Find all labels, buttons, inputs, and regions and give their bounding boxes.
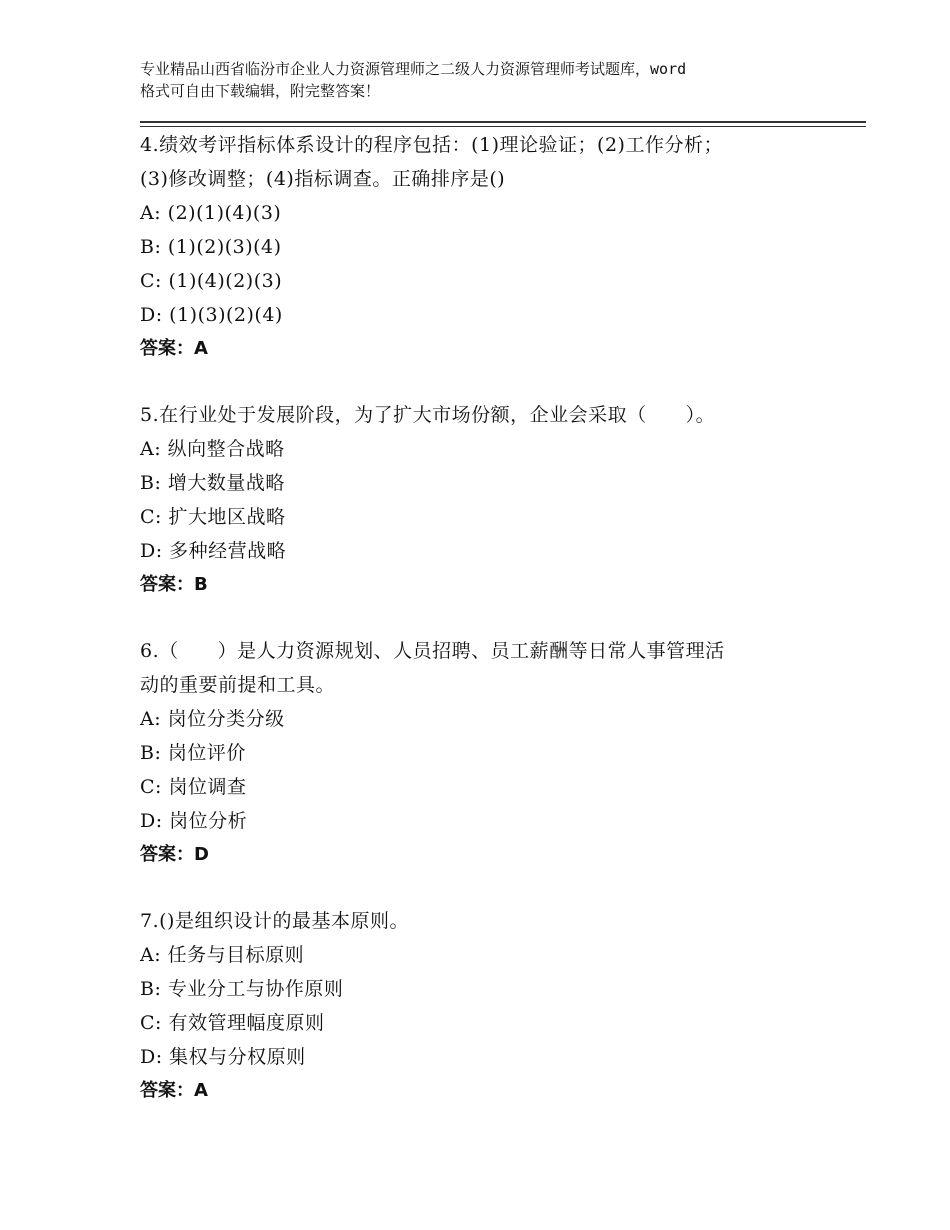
answer: 答案：A (140, 338, 208, 359)
header-divider-thick (140, 121, 866, 123)
question-7 (140, 904, 840, 1108)
question-text: 7.()是组织设计的最基本原则。 (140, 910, 409, 932)
option-d: D: 集权与分权原则 (140, 1046, 306, 1068)
answer: 答案：A (140, 1080, 208, 1101)
question-6 (140, 634, 840, 872)
question-5 (140, 398, 840, 602)
question-text: 5.在行业处于发展阶段，为了扩大市场份额，企业会采取（ ）。 (140, 404, 716, 426)
option-d: D: 多种经营战略 (140, 540, 287, 562)
option-c: C: 扩大地区战略 (140, 506, 286, 528)
option-b: B: 岗位评价 (140, 742, 246, 764)
question-text-cont: (3)修改调整；(4)指标调查。正确排序是() (140, 168, 506, 190)
option-d: D: (1)(3)(2)(4) (140, 304, 283, 326)
header-line-2: 格式可自由下载编辑，附完整答案！ (140, 82, 381, 100)
question-text-cont: 动的重要前提和工具。 (140, 674, 336, 696)
document-header (140, 58, 830, 102)
question-text: 4.绩效考评指标体系设计的程序包括：(1)理论验证；(2)工作分析； (140, 134, 723, 156)
header-divider-thin (140, 126, 866, 127)
option-d: D: 岗位分析 (140, 810, 248, 832)
header-line-1: 专业精品山西省临汾市企业人力资源管理师之二级人力资源管理师考试题库，word (140, 60, 687, 78)
option-b: B: (1)(2)(3)(4) (140, 236, 282, 258)
option-c: C: 岗位调查 (140, 776, 247, 798)
option-b: B: 增大数量战略 (140, 472, 285, 494)
option-a: A: 岗位分类分级 (140, 708, 285, 730)
option-c: C: (1)(4)(2)(3) (140, 270, 283, 292)
question-text: 6.（ ）是人力资源规划、人员招聘、员工薪酬等日常人事管理活 (140, 640, 725, 662)
question-list (140, 128, 840, 1140)
option-a: A: (2)(1)(4)(3) (140, 202, 282, 224)
answer: 答案：D (140, 844, 209, 865)
option-b: B: 专业分工与协作原则 (140, 978, 344, 1000)
question-4 (140, 128, 840, 366)
option-a: A: 纵向整合战略 (140, 438, 285, 460)
answer: 答案：B (140, 574, 208, 595)
option-c: C: 有效管理幅度原则 (140, 1012, 325, 1034)
option-a: A: 任务与目标原则 (140, 944, 305, 966)
